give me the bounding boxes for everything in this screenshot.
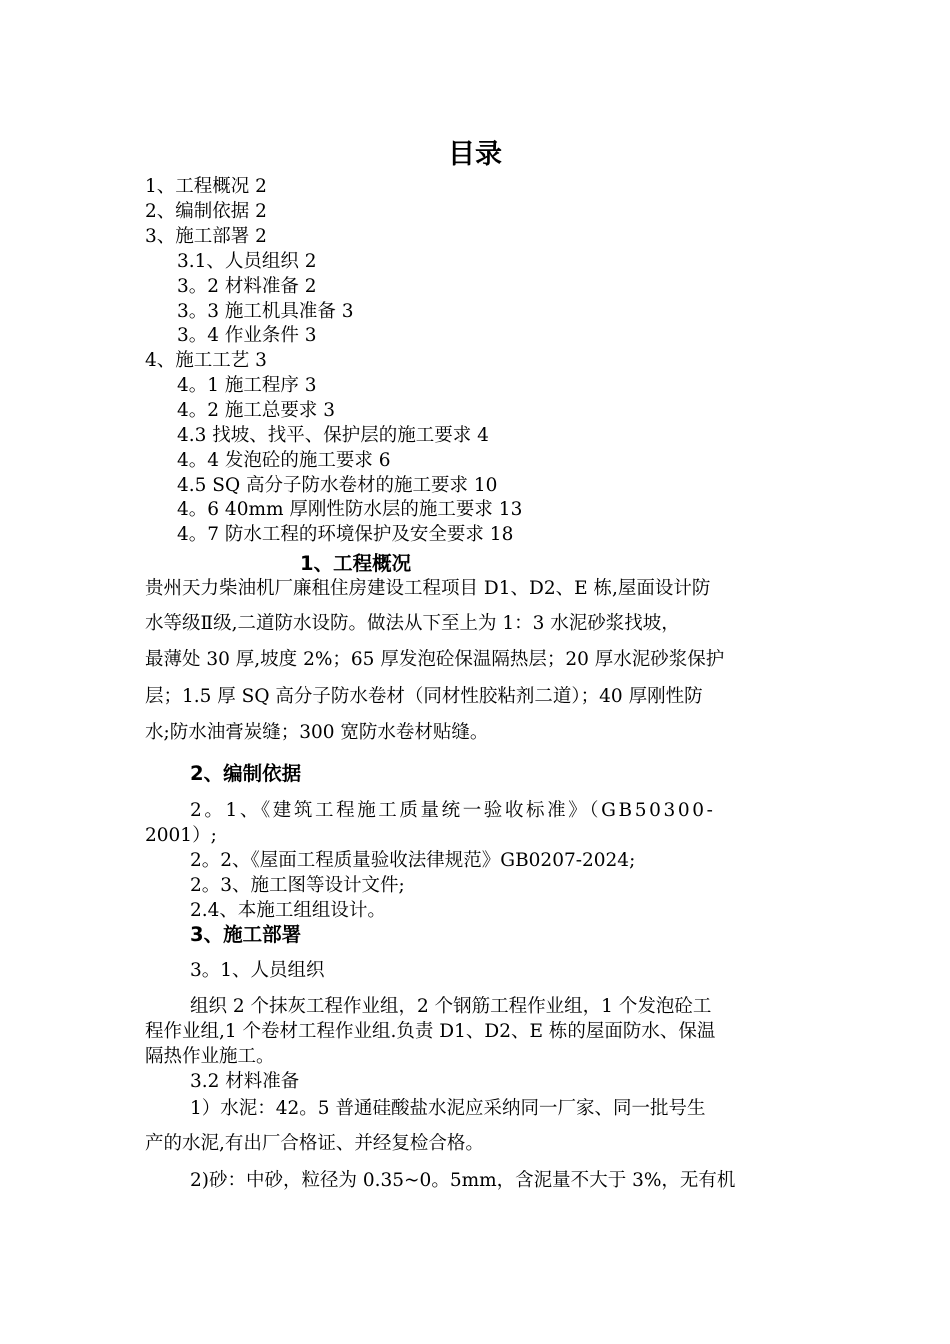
paragraph-line: 隔热作业施工。 — [145, 1046, 275, 1067]
toc-item: 3。3 施工机具准备 3 — [177, 301, 354, 322]
toc-item: 3。4 作业条件 3 — [177, 325, 317, 346]
toc-item: 4。7 防水工程的环境保护及安全要求 18 — [177, 524, 514, 545]
reference-item: 2001）; — [145, 825, 217, 846]
toc-item: 4。1 施工程序 3 — [177, 375, 317, 396]
reference-item: 2。3、施工图等设计文件; — [190, 875, 405, 896]
paragraph-line: 最薄处 30 厚,坡度 2%；65 厚发泡砼保温隔热层；20 厚水泥砂浆保护 — [145, 649, 725, 670]
paragraph-line: 程作业组,1 个卷材工程作业组.负责 D1、D2、E 栋的屋面防水、保温 — [145, 1021, 716, 1042]
paragraph-line: 层；1.5 厚 SQ 高分子防水卷材（同材性胶粘剂二道）；40 厚刚性防 — [145, 686, 703, 707]
toc-item: 4。2 施工总要求 3 — [177, 400, 336, 421]
reference-item: 2。2、《屋面工程质量验收法律规范》GB0207-2024; — [190, 850, 636, 871]
toc-item: 3、施工部署 2 — [145, 226, 267, 247]
reference-item: 2。1、《建筑工程施工质量统一验收标准》（GB50300- — [190, 800, 716, 821]
paragraph-line: 产的水泥,有出厂合格证、并经复检合格。 — [145, 1133, 484, 1154]
toc-item: 4。6 40mm 厚刚性防水层的施工要求 13 — [177, 499, 523, 520]
toc-item: 2、编制依据 2 — [145, 201, 267, 222]
toc-item: 3。2 材料准备 2 — [177, 276, 317, 297]
paragraph-line: 组织 2 个抹灰工程作业组，2 个钢筋工程作业组，1 个发泡砼工 — [190, 996, 712, 1017]
toc-item: 4.3 找坡、找平、保护层的施工要求 4 — [177, 425, 489, 446]
paragraph-line: 贵州天力柴油机厂廉租住房建设工程项目 D1、D2、E 栋,屋面设计防 — [145, 578, 711, 599]
toc-item: 3.1、人员组织 2 — [177, 251, 317, 272]
paragraph-line: 1）水泥：42。5 普通硅酸盐水泥应采纳同一厂家、同一批号生 — [190, 1098, 706, 1119]
page-title: 目录 — [448, 139, 502, 170]
subsection-title: 3。1、人员组织 — [190, 960, 325, 981]
reference-item: 2.4、本施工组组设计。 — [190, 900, 386, 921]
toc-item: 4。4 发泡砼的施工要求 6 — [177, 450, 391, 471]
toc-item: 1、工程概况 2 — [145, 176, 267, 197]
section-heading: 2、编制依据 — [190, 762, 302, 785]
paragraph-line: 水;防水油膏炭缝；300 宽防水卷材贴缝。 — [145, 722, 489, 743]
subsection-title: 3.2 材料准备 — [190, 1071, 300, 1092]
paragraph-line: 水等级Ⅱ级,二道防水设防。做法从下至上为 1：3 水泥砂浆找坡， — [145, 613, 680, 634]
toc-item: 4、施工工艺 3 — [145, 350, 267, 371]
section-heading: 1、工程概况 — [300, 552, 412, 575]
paragraph-line: 2)砂：中砂，粒径为 0.35~0。5mm，含泥量不大于 3%，无有机 — [190, 1170, 736, 1191]
toc-item: 4.5 SQ 高分子防水卷材的施工要求 10 — [177, 475, 498, 496]
section-heading: 3、施工部署 — [190, 923, 302, 946]
